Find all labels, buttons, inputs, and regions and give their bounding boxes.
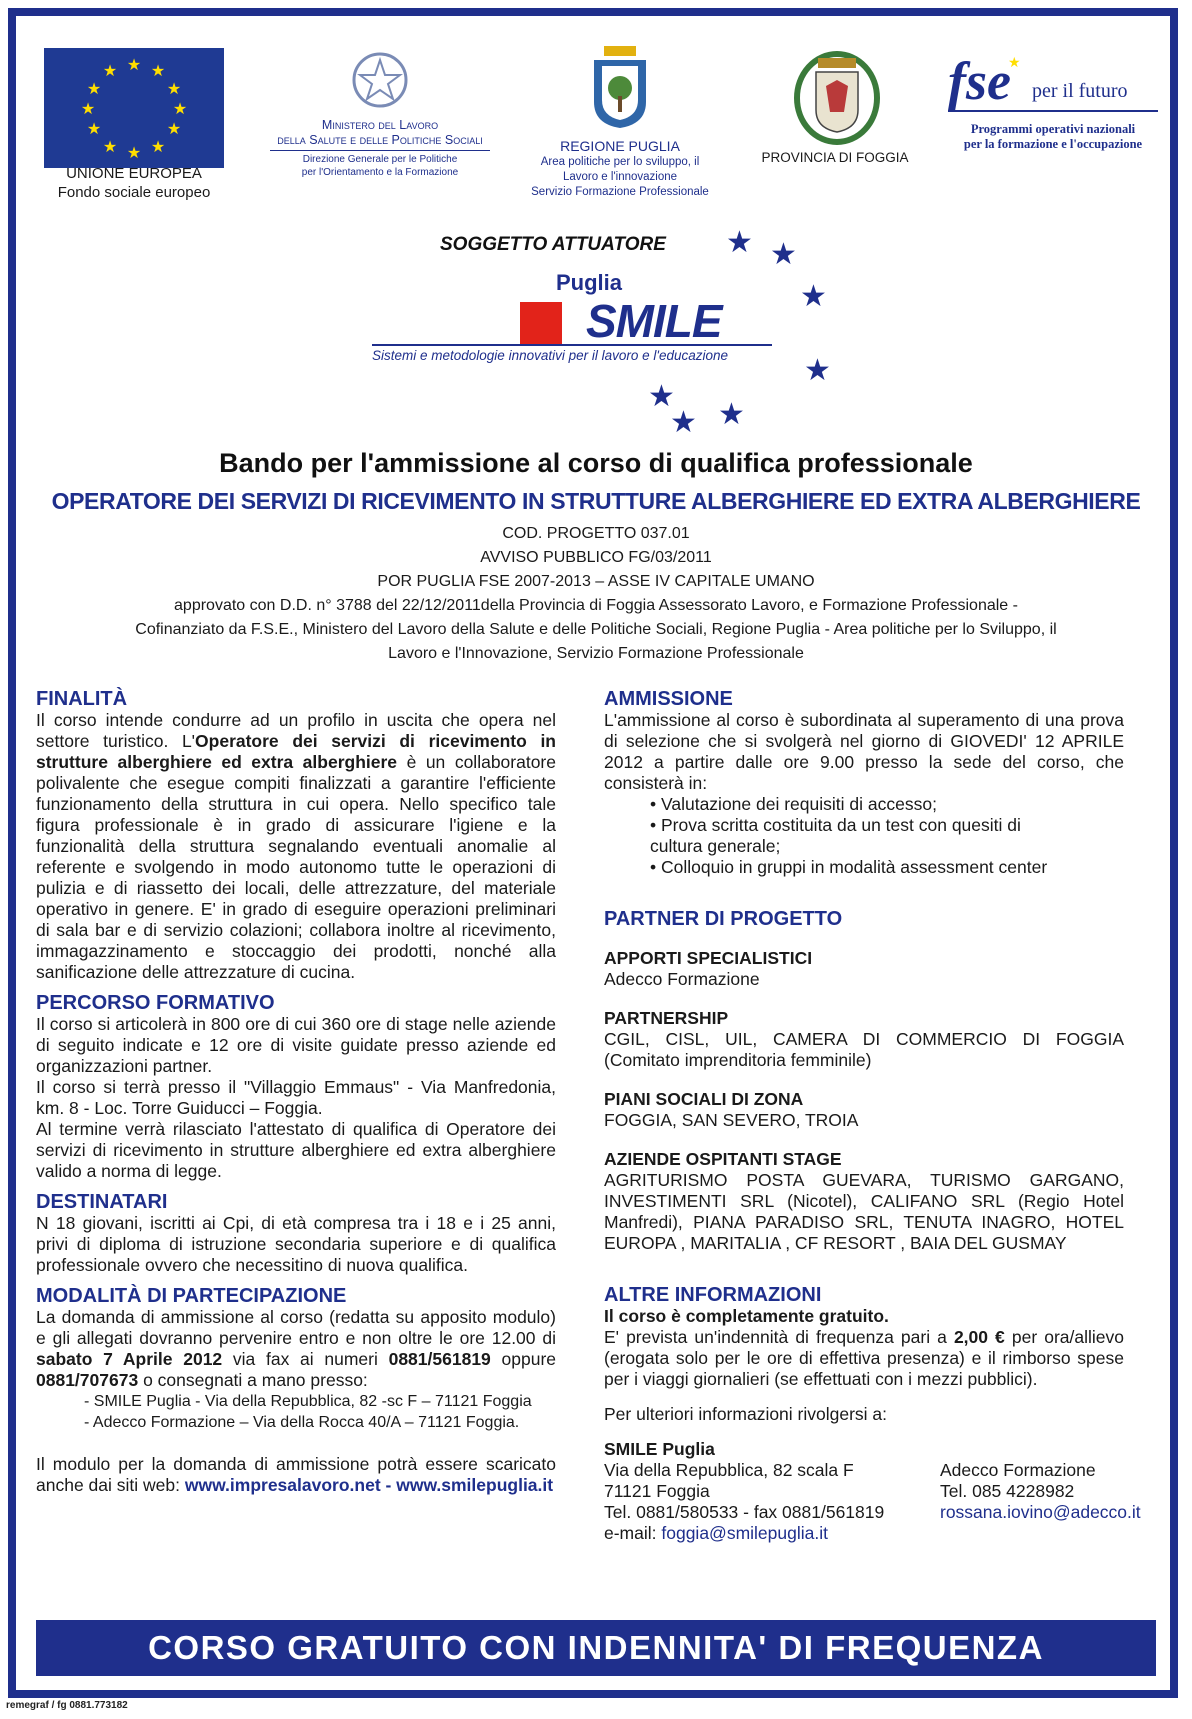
ministero-line4: per l'Orientamento e la Formazione [301, 167, 459, 178]
eu-flag-logo [44, 48, 224, 168]
regione-line4: Servizio Formazione Professionale [531, 186, 709, 198]
smile-city: 71121 Foggia [604, 1481, 710, 1501]
eu-caption-line2: Fondo sociale europeo [57, 184, 211, 201]
eu-star-icon: ★ [102, 63, 118, 80]
eu-star-icon: ★ [150, 139, 166, 156]
eu-star-icon: ★ [80, 101, 96, 118]
star-icon: ★ [718, 398, 745, 431]
provincia-foggia-crest-icon [792, 46, 882, 146]
adecco-tel: Tel. 085 4228982 [940, 1481, 1075, 1501]
finalita-text: Il corso intende condurre ad un profilo in uscita che opera nel settore turistico. L'Operatore dei servizi di ricevimento in strutture alberghiere ed extra alberghiere è un collaboratore polivalente che esegue compiti finalizzati a garantire l'efficiente funzionamento della struttura in cui opera. Nello specifico tale figura professionale è in grado di assicurare l'igiene e la funzionalità della struttura segnalando eventuali anomalie al referente e svolgendo in modo autonomo tutte le operazioni di pulizia e di riassetto dei locali, delle attrezzature, del materiale operativo in genere. E' in grado di eseguire operazioni preliminari di sala bar e di servizio colazioni; collabora inoltre al ricevimento, immagazzinamento e stoccaggio dei prodotti, nonché alla sanificazione delle attrezzature di cucina. [36, 710, 556, 982]
page-title: Bando per l'ammissione al corso di qualifica professionale [219, 448, 973, 478]
regione-line2: Area politiche per lo sviluppo, il [540, 156, 700, 168]
piani-heading: PIANI SOCIALI DI ZONA [604, 1089, 804, 1109]
fse-line2: per la formazione e l'occupazione [963, 137, 1143, 151]
eu-star-icon: ★ [126, 145, 142, 162]
smile-slogan: Sistemi e metodologie innovativi per il lavoro e l'educazione [372, 348, 729, 363]
soggetto-attuatore-label: SOGGETTO ATTUATORE [440, 234, 666, 255]
aziende-text: AGRITURISMO POSTA GUEVARA, TURISMO GARGANO, INVESTIMENTI SRL (Nicotel), CALIFANO SRL (Regio Hotel Manfredi), PIANA PARADISO SRL, TENUTA INAGRO, HOTEL EUROPA , MARITALIA , CF RESORT , BAIA DEL GUSMAY [604, 1170, 1124, 1253]
address-adecco: - Adecco Formazione – Via della Rocca 40/A – 71121 Foggia. [84, 1414, 520, 1431]
modalita-text: La domanda di ammissione al corso (redatta su apposito modulo) e gli allegati dovranno pervenire entro e non oltre le ore 12.00 di sabato 7 Aprile 2012 via fax ai numeri 0881/561819 oppure 0881/707673 o consegnati a mano presso: [36, 1307, 557, 1390]
eu-star-icon: ★ [172, 101, 188, 118]
avviso-pubblico: AVVISO PUBBLICO FG/03/2011 [480, 549, 712, 566]
star-icon: ★ [770, 238, 797, 271]
regione-puglia-crest-icon [590, 44, 650, 130]
course-title: OPERATORE DEI SERVIZI DI RICEVIMENTO IN STRUTTURE ALBERGHIERE ED EXTRA ALBERGHIERE [51, 488, 1141, 514]
adecco-name: Adecco Formazione [940, 1460, 1096, 1480]
eu-star-icon: ★ [86, 81, 102, 98]
address-smile: - SMILE Puglia - Via della Repubblica, 82 -sc F – 71121 Foggia [84, 1393, 532, 1410]
partnership-text: CGIL, CISL, UIL, CAMERA DI COMMERCIO DI FOGGIA (Comitato imprenditoria femminile) [604, 1029, 1124, 1070]
eu-star-icon: ★ [166, 121, 182, 138]
fse-caption [948, 122, 1158, 152]
smile-puglia-word: Puglia [556, 270, 623, 295]
left-column [36, 688, 556, 1496]
star-icon: ★ [670, 406, 697, 439]
right-column [604, 688, 1141, 1559]
ministero-line2: della Salute e delle Politiche Sociali [270, 133, 490, 151]
fse-logo [948, 52, 1158, 116]
bullet-requisiti: • Valutazione dei requisiti di accesso; [650, 794, 937, 814]
contact-smile: SMILE Puglia Via della Repubblica, 82 scala F 71121 Foggia Tel. 0881/580533 - fax 0881/561819 e-mail: foggia@smilepuglia.it [604, 1439, 924, 1544]
bullet-prova-scritta: • Prova scritta costituita da un test con quesiti di cultura generale; [650, 815, 1021, 856]
eu-star-icon: ★ [126, 57, 142, 74]
apporti-text: Adecco Formazione [604, 969, 760, 989]
bullet-colloquio: • Colloquio in gruppi in modalità assessment center [650, 857, 1048, 877]
approvato-line3: Lavoro e l'Innovazione, Servizio Formazione Professionale [388, 645, 804, 662]
ammissione-heading: AMMISSIONE [604, 688, 733, 710]
italian-emblem-icon [350, 50, 410, 110]
fse-line1: Programmi operativi nazionali [970, 122, 1136, 136]
cod-progetto: COD. PROGETTO 037.01 [502, 525, 690, 542]
partnership-heading: PARTNERSHIP [604, 1008, 729, 1028]
fse-star-icon: ★ [1008, 54, 1021, 70]
destinatari-heading: DESTINATARI [36, 1191, 168, 1213]
smile-address: Via della Repubblica, 82 scala F [604, 1460, 854, 1480]
fse-tagline: per il futuro [1032, 80, 1128, 102]
por-puglia: POR PUGLIA FSE 2007-2013 – ASSE IV CAPITALE UMANO [377, 573, 815, 590]
eu-star-icon: ★ [166, 81, 182, 98]
ministero-line1: Ministero del Lavoro [321, 118, 439, 132]
bottom-banner: CORSO GRATUITO CON INDENNITA' DI FREQUENZA [36, 1620, 1156, 1676]
smile-name: SMILE Puglia [604, 1439, 715, 1459]
star-icon: ★ [726, 226, 753, 259]
contact-adecco [940, 1460, 1140, 1523]
percorso-text-2: Il corso si terrà presso il "Villaggio Emmaus" - Via Manfredonia, km. 8 - Loc. Torre Guiducci – Foggia. [36, 1077, 556, 1118]
indennita-text: E' prevista un'indennità di frequenza pari a 2,00 € per ora/allievo (erogata solo per le ore di effettiva presenza) e il rimborso spese per i viaggi giornalieri (se effettuati con i mezzi pubblici). [604, 1327, 1124, 1389]
rivolgersi-text: Per ulteriori informazioni rivolgersi a: [604, 1404, 888, 1424]
regione-line1: REGIONE PUGLIA [560, 138, 680, 154]
smilepuglia-link[interactable]: www.smilepuglia.it [396, 1475, 554, 1495]
eu-caption-line1: UNIONE EUROPEA [66, 165, 202, 182]
approvato-line2: Cofinanziato da F.S.E., Ministero del Lavoro della Salute e delle Politiche Sociali, Regione Puglia - Area politiche per lo Sviluppo, il [135, 621, 1057, 638]
smile-email-link[interactable]: foggia@smilepuglia.it [661, 1523, 828, 1543]
star-icon: ★ [804, 354, 831, 387]
star-icon: ★ [800, 280, 827, 313]
apporti-heading: APPORTI SPECIALISTICI [604, 948, 813, 968]
finalita-heading: FINALITÀ [36, 688, 128, 710]
gratuito-text: Il corso è completamente gratuito. [604, 1306, 889, 1326]
printer-credit: remegraf / fg 0881.773182 [6, 1700, 128, 1711]
smile-logo-text: SMILE [586, 295, 722, 347]
aziende-heading: AZIENDE OSPITANTI STAGE [604, 1149, 842, 1169]
eu-star-icon: ★ [102, 139, 118, 156]
percorso-text-3: Al termine verrà rilasciato l'attestato di qualifica di Operatore dei servizi di ricevimento in strutture alberghiere ed extra alberghiere valido a norma di legge. [36, 1119, 556, 1181]
destinatari-text: N 18 giovani, iscritti ai Cpi, di età compresa tra i 18 e i 25 anni, privi di diploma di istruzione secondaria superiore e di qualifica professionale ovvero che necessitino di nuova qualifica. [36, 1213, 556, 1275]
percorso-heading: PERCORSO FORMATIVO [36, 992, 275, 1014]
modalita-heading: MODALITÀ DI PARTECIPAZIONE [36, 1285, 347, 1307]
provincia-caption: PROVINCIA DI FOGGIA [761, 150, 909, 165]
smile-tel: Tel. 0881/580533 - fax 0881/561819 [604, 1502, 885, 1522]
adecco-email-link[interactable]: rossana.iovino@adecco.it [940, 1502, 1141, 1522]
eu-star-icon: ★ [150, 63, 166, 80]
percorso-text-1: Il corso si articolerà in 800 ore di cui 360 ore di stage nelle aziende di seguito indicate e 12 ore di visite guidate presso aziende ed organizzazioni partner. [36, 1014, 556, 1076]
ministero-caption [270, 118, 490, 179]
piani-text: FOGGIA, SAN SEVERO, TROIA [604, 1110, 859, 1130]
ammissione-text: L'ammissione al corso è subordinata al superamento di una prova di selezione che si svolgerà nel giorno di GIOVEDI' 12 APRILE 2012 a partire dalle ore 9.00 presso la sede del corso, che consisterà in: [604, 710, 1124, 793]
altre-info-heading: ALTRE INFORMAZIONI [604, 1284, 822, 1306]
regione-line3: Lavoro e l'innovazione [562, 171, 678, 183]
regione-caption [510, 138, 730, 200]
smile-red-square [520, 302, 562, 344]
ministero-line3: Direzione Generale per le Politiche [302, 154, 458, 165]
modulo-text: Il modulo per la domanda di ammissione potrà essere scaricato anche dai siti web: www.impresalavoro.net - www.smilepuglia.it [36, 1454, 556, 1495]
contacts [604, 1439, 1141, 1559]
eu-star-icon: ★ [86, 121, 102, 138]
fse-brand: fse [948, 51, 1011, 111]
impresalavoro-link[interactable]: www.impresalavoro.net [184, 1475, 381, 1495]
eu-caption [24, 164, 244, 202]
partner-heading: PARTNER DI PROGETTO [604, 908, 843, 930]
star-icon: ★ [648, 380, 675, 413]
approvato-line1: approvato con D.D. n° 3788 del 22/12/2011della Provincia di Foggia Assessorato Lavoro, e Formazione Professionale - [174, 597, 1018, 614]
